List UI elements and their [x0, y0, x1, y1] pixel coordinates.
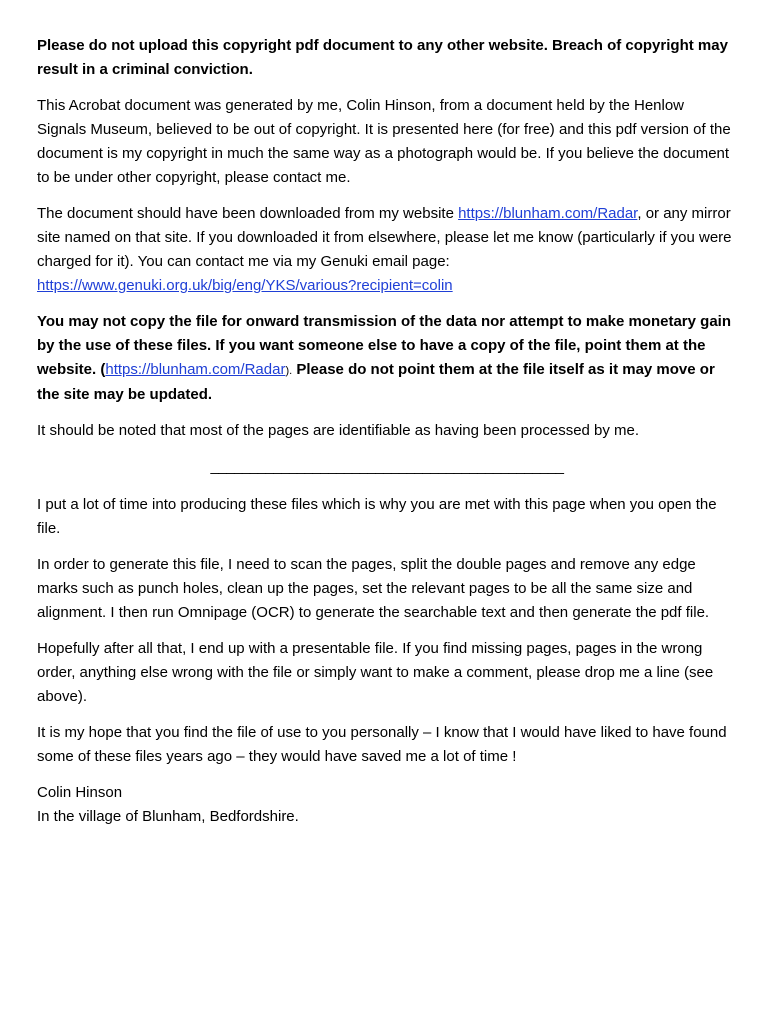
genuki-email-link[interactable]: https://www.genuki.org.uk/big/eng/YKS/various?recipient=colin: [37, 277, 453, 294]
generated-paragraph: This Acrobat document was generated by me, Colin Hinson, from a document held by the Henlow Signals Museum, believed to be out of copyright. It is presented here (for free) and this pdf version of the document is my copyright in much the same way as a photograph would be. If you believe the document to be under other copyright, please contact me.: [37, 97, 731, 186]
hope-paragraph: It is my hope that you find the file of use to you personally – I know that I would have liked to have found some of these files years ago – they would have saved me a lot of time !: [37, 724, 727, 765]
processed-note: It should be noted that most of the pages are identifiable as having been processed by me.: [37, 422, 640, 439]
copy-mid: ).: [285, 365, 293, 377]
website-link[interactable]: https://blunham.com/Radar: [458, 205, 638, 222]
download-suffix: , or any mirror site named on that site. If you downloaded it from elsewhere, please let me know (particularly if you were charged for it). You can contact me via my Genuki email page:: [37, 205, 732, 270]
website-link-2[interactable]: https://blunham.com/Radar: [105, 361, 286, 378]
copy-prefix: You may not copy the file for onward transmission of the data nor attempt to make monetary gain by the use of these files. If you want someone else to have a copy of the file, point them at the website. (: [37, 313, 731, 378]
copy-suffix: Please do not point them at the file itself as it may move or the site may be updated.: [37, 361, 715, 403]
hopefully-paragraph: Hopefully after all that, I end up with a presentable file. If you find missing pages, pages in the wrong order, anything else wrong with the file or simply want to make a comment, please drop me a line (see above).: [37, 640, 714, 705]
signature-block: [37, 781, 737, 829]
download-paragraph: [37, 202, 737, 298]
copy-restriction-paragraph: [37, 310, 737, 407]
process-paragraph: In order to generate this file, I need to scan the pages, split the double pages and remove any edge marks such as punch holes, clean up the pages, set the relevant pages to be all the same size and alignment. I then run Omnipage (OCR) to generate the searchable text and then generate the pdf file.: [37, 556, 710, 621]
download-prefix: The document should have been downloaded from my website: [37, 205, 459, 222]
document-body: [37, 34, 737, 829]
separator-line: _____________________________________________: [210, 458, 564, 475]
signature-location: In the village of Blunham, Bedfordshire.: [37, 808, 299, 825]
time-paragraph: I put a lot of time into producing these files which is why you are met with this page when you open the file.: [37, 496, 717, 537]
signature-name: Colin Hinson: [37, 784, 123, 801]
copyright-warning: Please do not upload this copyright pdf document to any other website. Breach of copyright may result in a criminal conviction.: [37, 37, 728, 78]
